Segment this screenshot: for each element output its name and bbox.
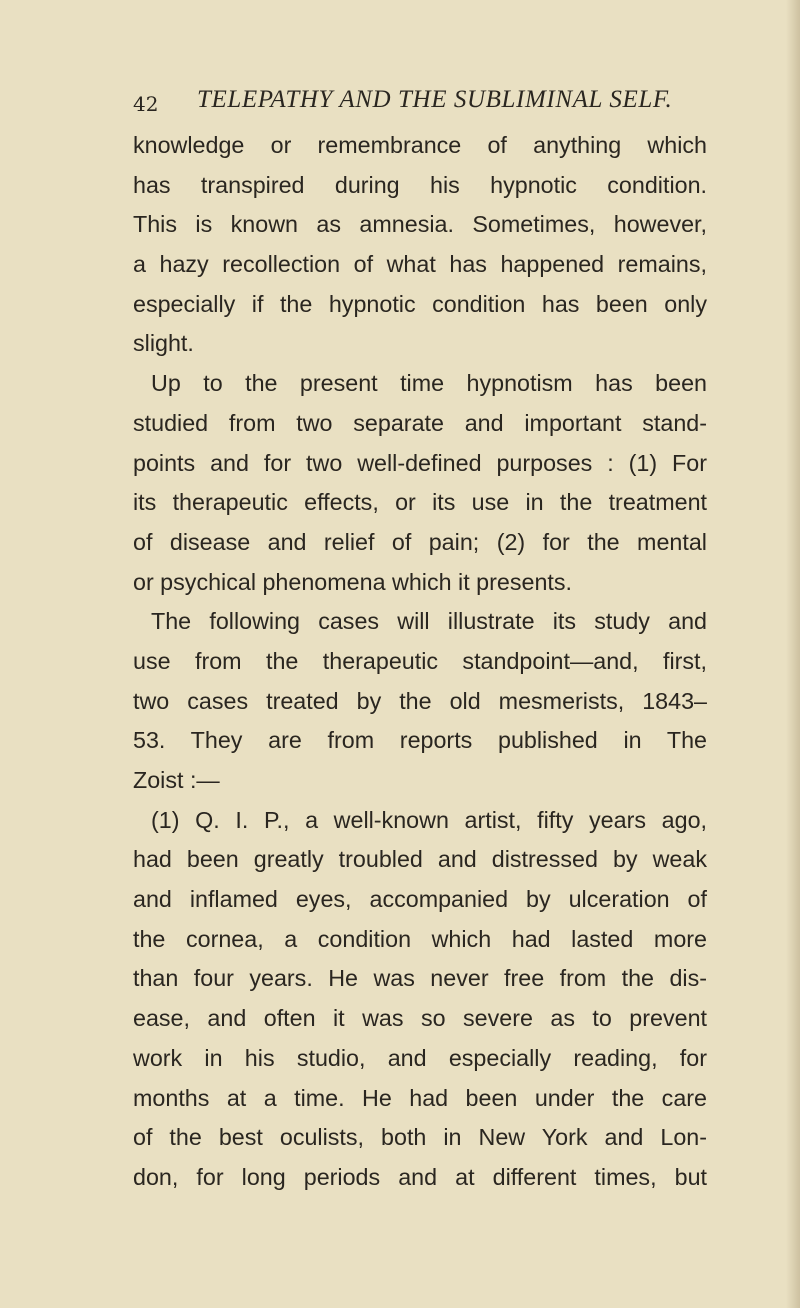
text-line: of the best oculists, both in New York and Lon-	[133, 1124, 707, 1151]
running-header	[133, 86, 707, 120]
text-line: and inflamed eyes, accompanied by ulceration of	[133, 886, 707, 913]
text-line: or psychical phenomena which it presents.	[133, 568, 572, 595]
text-line: than four years. He was never free from the dis-	[133, 965, 707, 992]
text-line: knowledge or remembrance of anything which	[133, 132, 707, 158]
text-line: use from the therapeutic standpoint—and, first,	[133, 647, 707, 674]
text-line: a hazy recollection of what has happened remains,	[133, 251, 707, 278]
text-line: The following cases will illustrate its study and	[151, 608, 707, 635]
text-line: months at a time. He had been under the care	[133, 1084, 707, 1111]
text-line: points and for two well-defined purposes : (1) For	[133, 449, 707, 476]
text-line: Up to the present time hypnotism has been	[151, 370, 707, 397]
text-line: work in his studio, and especially reading, for	[133, 1044, 707, 1071]
text-line: ease, and often it was so severe as to prevent	[133, 1005, 707, 1032]
text-line: slight.	[133, 330, 194, 357]
text-line: don, for long periods and at different times, but	[133, 1163, 707, 1190]
page-edge-shadow	[786, 0, 800, 1308]
text-line: two cases treated by the old mesmerists, 1843–	[133, 687, 707, 714]
page-number: 42	[133, 92, 159, 116]
text-line: Zoist :—	[133, 767, 220, 793]
text-line: of disease and relief of pain; (2) for the mental	[133, 528, 707, 555]
text-line: has transpired during his hypnotic condition.	[133, 171, 707, 198]
text-line: studied from two separate and important stand-	[133, 409, 707, 436]
text-line: especially if the hypnotic condition has been only	[133, 290, 707, 317]
text-line: the cornea, a condition which had lasted more	[133, 925, 707, 952]
text-line: This is known as amnesia. Sometimes, however,	[133, 211, 707, 238]
text-line: 53. They are from reports published in The	[133, 727, 707, 754]
running-title: TELEPATHY AND THE SUBLIMINAL SELF.	[197, 86, 673, 113]
text-line: (1) Q. I. P., a well-known artist, fifty years ago,	[151, 806, 707, 833]
body-text	[133, 126, 707, 1198]
text-line: its therapeutic effects, or its use in the treatment	[133, 489, 707, 516]
text-line: had been greatly troubled and distressed by weak	[133, 846, 707, 873]
